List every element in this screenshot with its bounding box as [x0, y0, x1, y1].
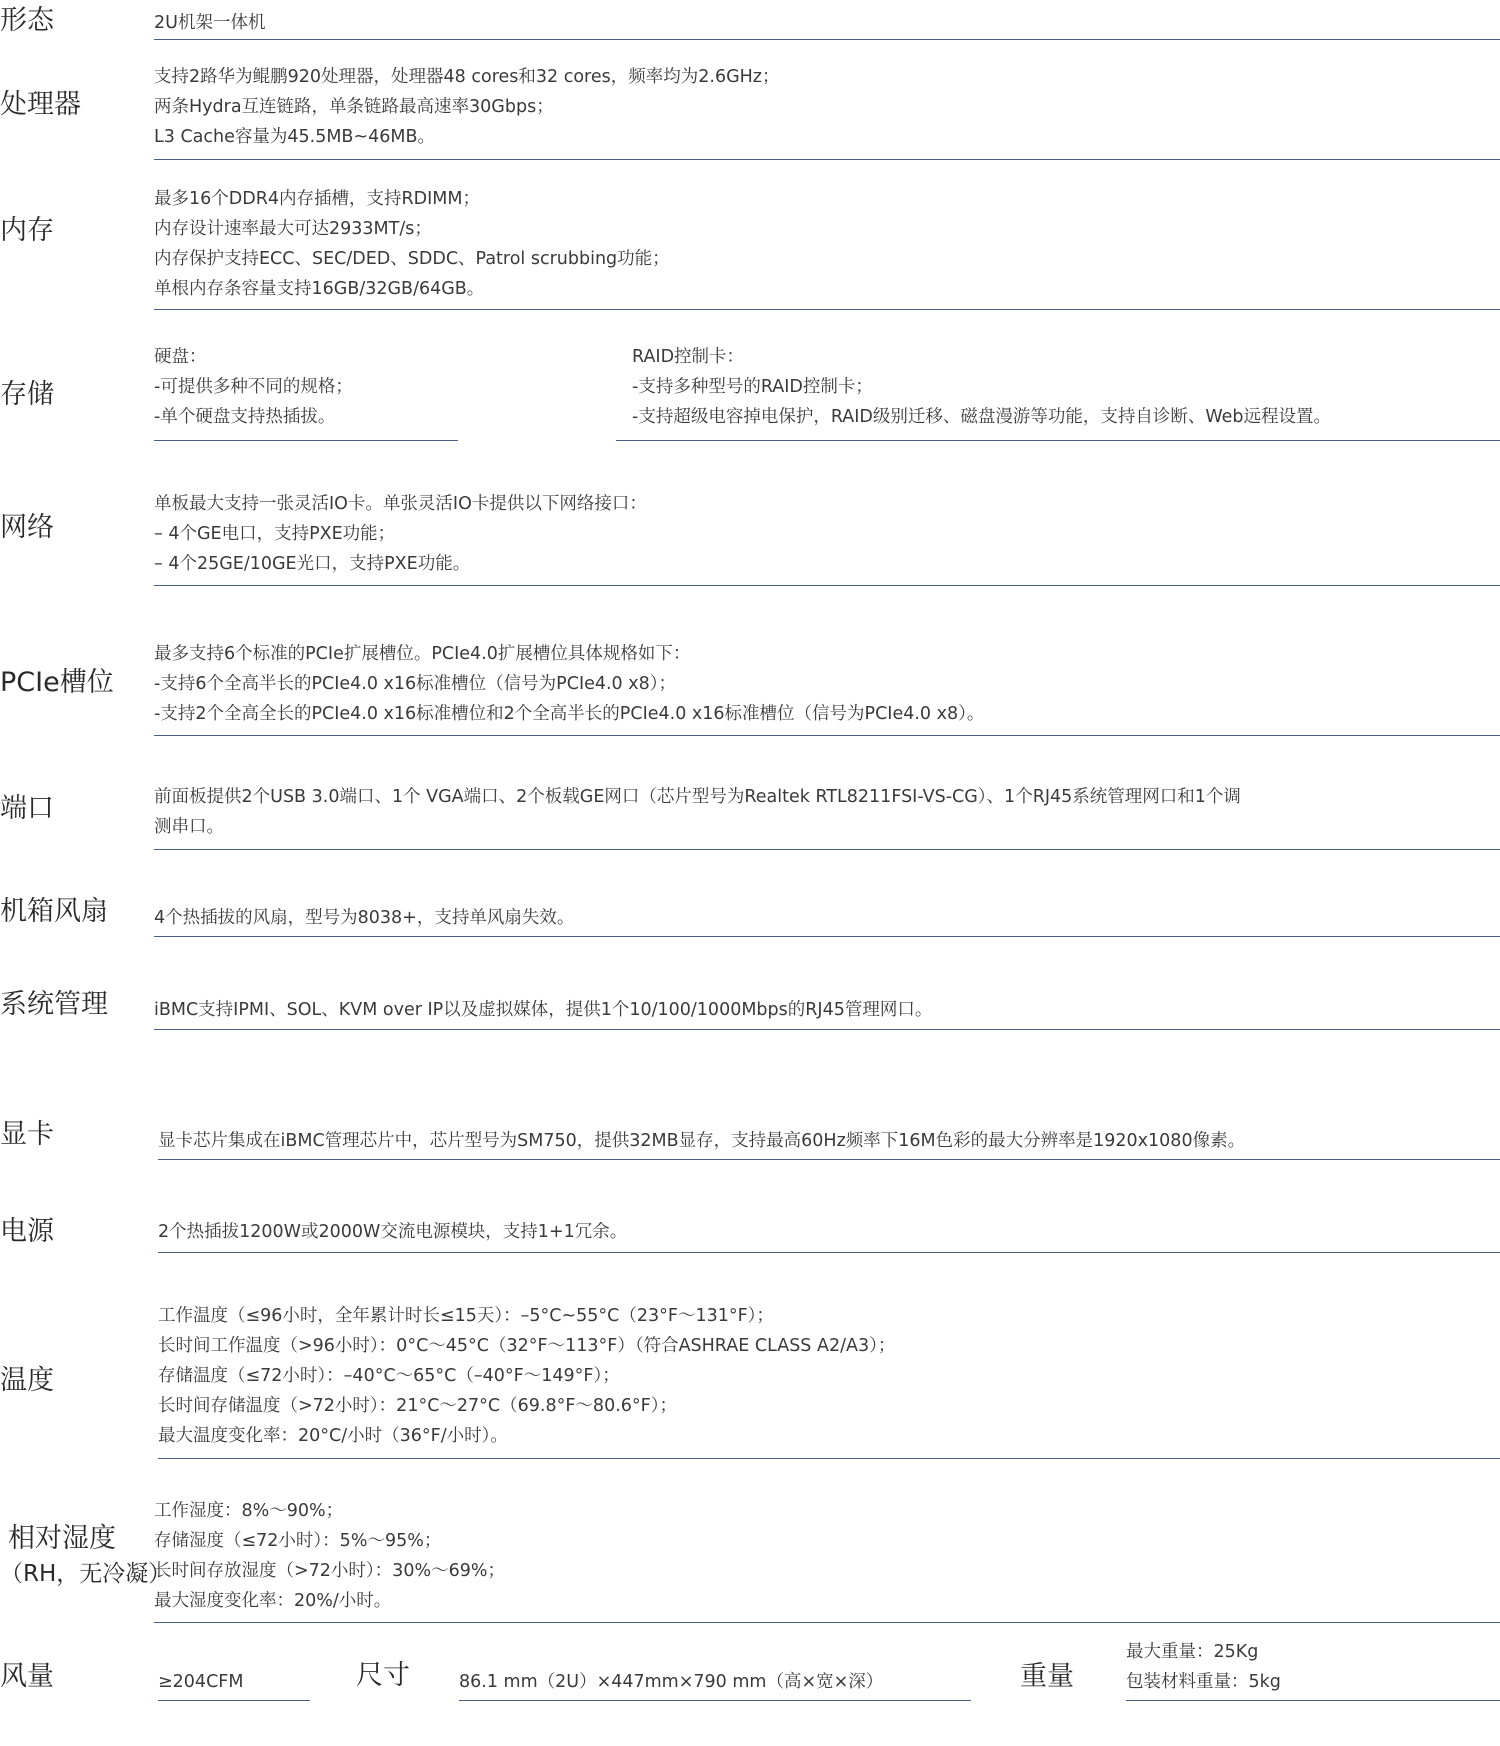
label-airflow: 风量: [0, 1661, 54, 1692]
divider-humidity: [154, 1622, 1500, 1623]
content-line: 工作温度（≤96小时，全年累计时长≤15天）：–5°C~55°C（23°F～131°F）；: [158, 1306, 774, 1326]
content-line: 单根内存条容量支持16GB/32GB/64GB。: [154, 279, 485, 299]
label-fans: 机箱风扇: [0, 896, 108, 927]
label-form: 形态: [0, 5, 54, 36]
divider-pcie: [154, 735, 1500, 736]
label-pcie: PCIe槽位: [0, 667, 114, 698]
content-line: 4个热插拔的风扇，型号为8038+，支持单风扇失效。: [154, 908, 575, 928]
divider-storage-disk: [154, 440, 458, 441]
content-line: – 4个25GE/10GE光口，支持PXE功能。: [154, 554, 471, 574]
label-cpu: 处理器: [0, 89, 81, 120]
divider-network: [154, 585, 1500, 586]
label-memory: 内存: [0, 215, 54, 246]
content-line: 硬盘：: [154, 347, 207, 367]
content-fans: [154, 903, 574, 933]
divider-ports: [154, 849, 1500, 850]
content-line: -单个硬盘支持热插拔。: [154, 407, 336, 427]
content-line: 包装材料重量：5kg: [1126, 1672, 1281, 1692]
content-line: 最大温度变化率：20°C/小时（36°F/小时）。: [158, 1426, 508, 1446]
content-memory: [154, 184, 670, 304]
divider-fans: [154, 936, 1500, 937]
content-form: [154, 8, 265, 38]
content-line: 内存设计速率最大可达2933MT/s；: [154, 219, 432, 239]
content-line: 存储温度（≤72小时）：–40°C～65°C（–40°F～149°F）；: [158, 1366, 620, 1386]
content-line: 单板最大支持一张灵活IO卡。单张灵活IO卡提供以下网络接口：: [154, 494, 647, 514]
content-line: 2U机架一体机: [154, 13, 266, 33]
divider-memory: [154, 309, 1500, 310]
content-line: iBMC支持IPMI、SOL、KVM over IP以及虚拟媒体，提供1个10/100/1000Mbps的RJ45管理网口。: [154, 1000, 933, 1020]
divider-size: [459, 1700, 971, 1701]
label-network: 网络: [0, 512, 54, 543]
divider-form: [154, 39, 1500, 40]
content-mgmt: [154, 995, 932, 1025]
content-humidity: [154, 1496, 505, 1616]
label-size: 尺寸: [356, 1660, 410, 1691]
divider-storage-raid: [616, 440, 1500, 441]
content-pcie: [154, 639, 984, 729]
content-line: 存储湿度（≤72小时）：5%～95%；: [154, 1531, 442, 1551]
divider-temp: [158, 1458, 1500, 1459]
content-temp: [158, 1301, 895, 1451]
divider-cpu: [154, 159, 1500, 160]
label-temp: 温度: [0, 1365, 54, 1396]
content-line: -支持6个全高半长的PCIe4.0 x16标准槽位（信号为PCIe4.0 x8）；: [154, 674, 676, 694]
divider-weight: [1126, 1700, 1500, 1701]
content-line: 前面板提供2个USB 3.0端口、1个 VGA端口、2个板载GE网口（芯片型号为Realtek RTL8211FSI-VS-CG）、1个RJ45系统管理网口和1个调: [154, 787, 1241, 807]
divider-mgmt: [154, 1029, 1500, 1030]
content-line: 内存保护支持ECC、SEC/DED、SDDC、Patrol scrubbing功能；: [154, 249, 670, 269]
label-mgmt: 系统管理: [0, 989, 108, 1020]
content-line: 最多16个DDR4内存插槽，支持RDIMM；: [154, 189, 481, 209]
label-storage: 存储: [0, 379, 54, 410]
content-line: 最大重量：25Kg: [1126, 1642, 1259, 1662]
divider-airflow: [158, 1700, 310, 1701]
content-ports: [154, 782, 1241, 842]
content-size: [459, 1667, 883, 1697]
content-line: ≥204CFM: [158, 1672, 244, 1692]
content-storage-disk: [154, 342, 353, 432]
label-ports: 端口: [0, 793, 54, 824]
content-line: RAID控制卡：: [632, 347, 745, 367]
content-line: 长时间工作温度（>96小时）：0°C～45°C（32°F～113°F）（符合ASHRAE CLASS A2/A3）；: [158, 1336, 896, 1356]
content-line: 最大湿度变化率：20%/小时。: [154, 1591, 392, 1611]
divider-gpu: [158, 1159, 1500, 1160]
content-line: 长时间存储温度（>72小时）：21°C～27°C（69.8°F～80.6°F）；: [158, 1396, 677, 1416]
content-line: -支持多种型号的RAID控制卡；: [632, 377, 873, 397]
content-cpu: [154, 62, 779, 152]
content-line: 2个热插拔1200W或2000W交流电源模块，支持1+1冗余。: [158, 1222, 628, 1242]
content-line: L3 Cache容量为45.5MB~46MB。: [154, 127, 435, 147]
content-network: [154, 489, 647, 579]
content-line: 86.1 mm（2U）×447mm×790 mm（高×宽×深）: [459, 1672, 884, 1692]
content-power: [158, 1217, 627, 1247]
content-storage-raid: [632, 342, 1331, 432]
content-line: 显卡芯片集成在iBMC管理芯片中，芯片型号为SM750，提供32MB显存，支持最高60Hz频率下16M色彩的最大分辨率是1920x1080像素。: [158, 1131, 1246, 1151]
content-line: 支持2路华为鲲鹏920处理器，处理器48 cores和32 cores，频率均为2.6GHz；: [154, 67, 780, 87]
content-line: -支持超级电容掉电保护，RAID级别迁移、磁盘漫游等功能，支持自诊断、Web远程设置。: [632, 407, 1332, 427]
content-line: -可提供多种不同的规格；: [154, 377, 353, 397]
label-humidity: 相对湿度: [8, 1523, 116, 1554]
content-line: 工作湿度：8%～90%；: [154, 1501, 344, 1521]
content-line: 最多支持6个标准的PCIe扩展槽位。PCIe4.0扩展槽位具体规格如下：: [154, 644, 691, 664]
content-line: 两条Hydra互连链路，单条链路最高速率30Gbps；: [154, 97, 554, 117]
content-line: 测串口。: [154, 817, 224, 837]
divider-power: [158, 1252, 1500, 1253]
content-line: 长时间存放湿度（>72小时）：30%～69%；: [154, 1561, 505, 1581]
label-humidity-note: （RH，无冷凝）: [0, 1561, 172, 1587]
content-airflow: [158, 1667, 243, 1697]
label-weight: 重量: [1020, 1661, 1074, 1692]
content-line: – 4个GE电口，支持PXE功能；: [154, 524, 396, 544]
content-line: -支持2个全高全长的PCIe4.0 x16标准槽位和2个全高半长的PCIe4.0 x16标准槽位（信号为PCIe4.0 x8）。: [154, 704, 985, 724]
label-power: 电源: [0, 1216, 54, 1247]
content-gpu: [158, 1126, 1245, 1156]
label-gpu: 显卡: [0, 1119, 54, 1150]
content-weight: [1126, 1637, 1281, 1697]
